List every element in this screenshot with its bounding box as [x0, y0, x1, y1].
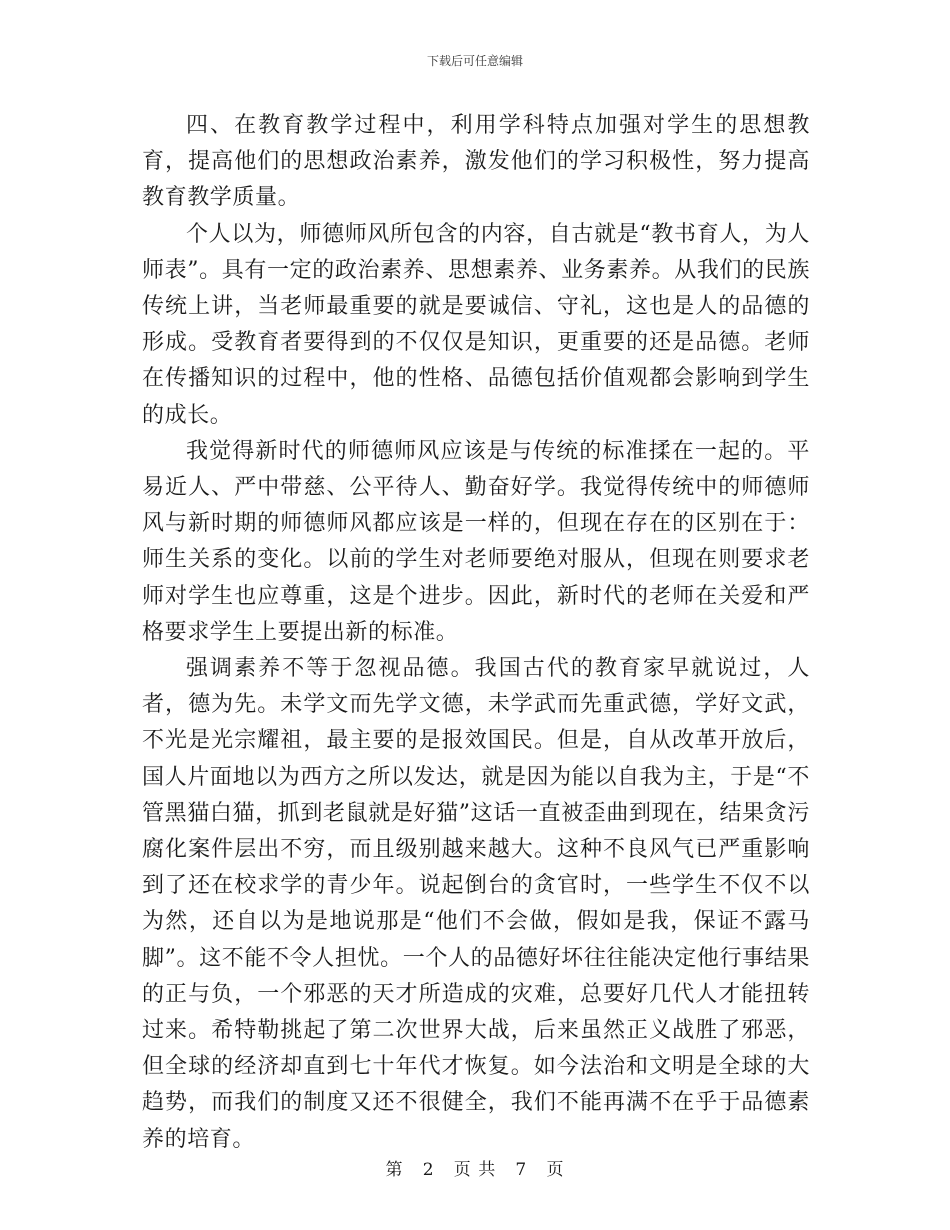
paragraph-section-four: 四、在教育教学过程中，利用学科特点加强对学生的思想教育，提高他们的思想政治素养，激发他们的学习积极性，努力提高教育教学质量。 — [142, 113, 810, 211]
paragraph-new-era-standards: 我觉得新时代的师德师风应该是与传统的标准揉在一起的。平易近人、严中带慈、公平待人、勤奋好学。我觉得传统中的师德师风与新时期的师德师风都应该是一样的，但现在存在的区别在于：师生关系的变化。以前的学生对老师要绝对服从，但现在则要求老师对学生也应尊重，这是个进步。因此，新时代的老师在关爱和严格要求学生上要提出新的标准。 — [142, 438, 810, 645]
page-label-prefix: 第 — [385, 1160, 404, 1180]
total-pages-number: 7 — [515, 1160, 528, 1180]
page-label-suffix: 页 — [546, 1160, 565, 1180]
page-header-note: 下载后可任意编辑 — [426, 54, 523, 68]
page-label-mid: 页 共 — [453, 1160, 497, 1180]
paragraph-teacher-ethics: 个人以为，师德师风所包含的内容，自古就是“教书育人，为人师表”。具有一定的政治素养、思想素养、业务素养。从我们的民族传统上讲，当老师最重要的就是要诚信、守礼，这也是人的品德的形成。受教育者要得到的不仅仅是知识，更重要的还是品德。老师在传播知识的过程中，他的性格、品德包括价值观都会影响到学生的成长。 — [142, 221, 810, 428]
current-page-number: 2 — [422, 1160, 435, 1180]
document-body — [142, 108, 810, 1158]
paragraph-morality-first: 强调素养不等于忽视品德。我国古代的教育家早就说过，人者，德为先。未学文而先学文德，未学武而先重武德，学好文武，不光是光宗耀祖，最主要的是报效国民。但是，自从改革开放后，国人片面地以为西方之所以发达，就是因为能以自我为主，于是“不管黑猫白猫，抓到老鼠就是好猫”这话一直被歪曲到现在，结果贪污腐化案件层出不穷，而且级别越来越大。这种不良风气已严重影响到了还在校求学的青少年。说起倒台的贪官时，一些学生不仅不以为然，还自以为是地说那是“他们不会做，假如是我，保证不露马脚”。这不能不令人担忧。一个人的品德好坏往往能决定他行事结果的正与负，一个邪恶的天才所造成的灾难，总要好几代人才能扭转过来。希特勒挑起了第二次世界大战，后来虽然正义战胜了邪恶，但全球的经济却直到七十年代才恢复。如今法治和文明是全球的大趋势，而我们的制度又还不很健全，我们不能再满不在乎于品德素养的培育。 — [142, 656, 810, 1152]
page-number-footer — [0, 1155, 950, 1180]
